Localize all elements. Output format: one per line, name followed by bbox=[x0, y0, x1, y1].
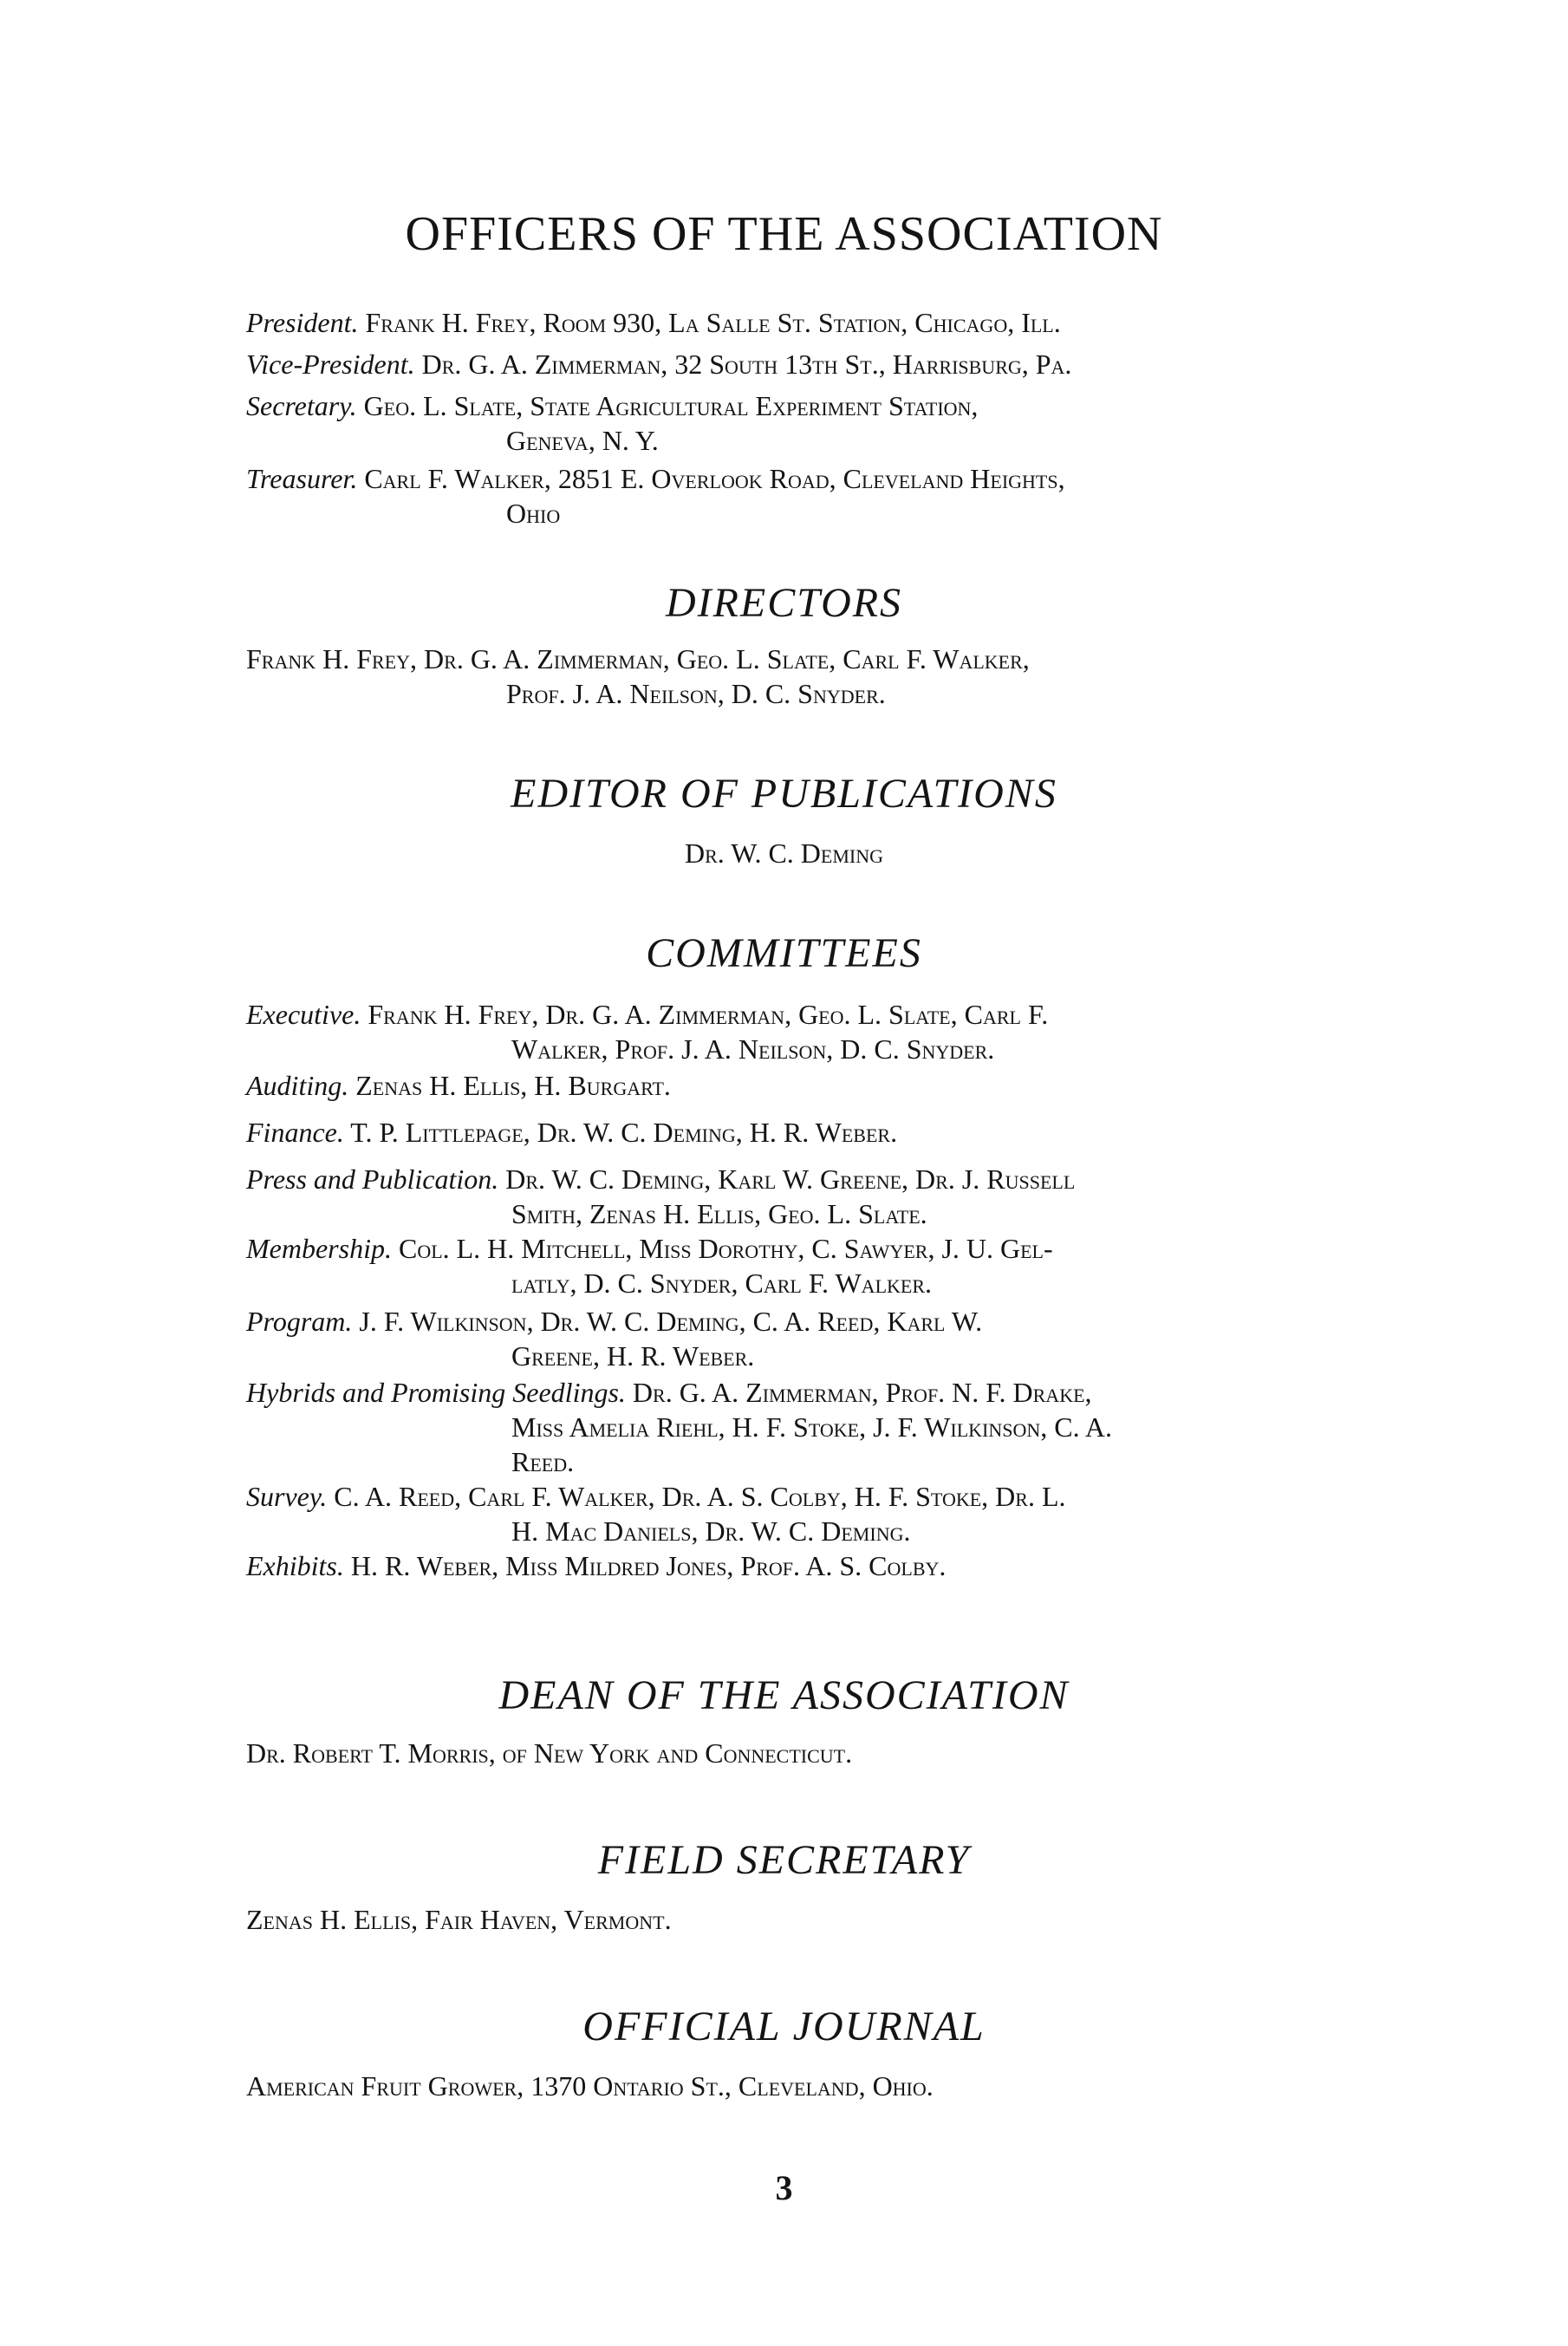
page-number: 3 bbox=[775, 2168, 793, 2207]
committee-members: J. F. Wilkinson, Dr. W. C. Deming, C. A. Reed, Karl W. bbox=[359, 1306, 983, 1337]
officer-treasurer bbox=[246, 461, 1425, 531]
committee-members-cont: Greene, H. R. Weber. bbox=[511, 1340, 755, 1372]
committee-label: Survey. bbox=[246, 1481, 328, 1512]
officer-value: Geo. L. Slate, State Agricultural Experiment Station, bbox=[363, 390, 979, 421]
committee-members-cont: H. Mac Daniels, Dr. W. C. Deming. bbox=[511, 1515, 911, 1547]
page-title: OFFICERS OF THE ASSOCIATION bbox=[405, 207, 1163, 261]
officer-label: Vice-President. bbox=[246, 349, 415, 380]
committee-label: Exhibits. bbox=[246, 1550, 344, 1581]
editor-name: Dr. W. C. Deming bbox=[684, 837, 884, 869]
committee-auditing bbox=[246, 1068, 1425, 1103]
dean-heading: DEAN OF THE ASSOCIATION bbox=[498, 1672, 1070, 1718]
committee-members: Dr. G. A. Zimmerman, Prof. N. F. Drake, bbox=[632, 1377, 1092, 1408]
officer-value-cont: Geneva, N. Y. bbox=[506, 425, 659, 456]
committee-program bbox=[246, 1304, 1425, 1373]
field-secretary-heading: FIELD SECRETARY bbox=[597, 1837, 971, 1883]
directors-list bbox=[246, 642, 1425, 711]
officer-value: Frank H. Frey, Room 930, La Salle St. Station, Chicago, Ill. bbox=[365, 307, 1061, 338]
committee-members-cont: Reed. bbox=[511, 1446, 575, 1477]
committee-label: Hybrids and Promising Seedlings. bbox=[246, 1377, 626, 1408]
committee-members: C. A. Reed, Carl F. Walker, Dr. A. S. Colby, H. F. Stoke, Dr. L. bbox=[334, 1481, 1066, 1512]
committee-members: H. R. Weber, Miss Mildred Jones, Prof. A. S. Colby. bbox=[350, 1550, 947, 1581]
dean-text: Dr. Robert T. Morris, of New York and Connecticut. bbox=[246, 1737, 853, 1769]
officer-label: Treasurer. bbox=[246, 463, 358, 494]
committees-heading: COMMITTEES bbox=[646, 930, 922, 976]
officer-vice-president bbox=[246, 347, 1425, 381]
committee-membership bbox=[246, 1231, 1425, 1300]
directors-line-cont: Prof. J. A. Neilson, D. C. Snyder. bbox=[506, 678, 886, 709]
committee-members: Dr. W. C. Deming, Karl W. Greene, Dr. J. Russell bbox=[505, 1163, 1076, 1195]
committee-members: Frank H. Frey, Dr. G. A. Zimmerman, Geo. L. Slate, Carl F. bbox=[368, 999, 1049, 1030]
committee-label: Membership. bbox=[246, 1233, 392, 1264]
officer-value: Dr. G. A. Zimmerman, 32 South 13th St., Harrisburg, Pa. bbox=[421, 349, 1072, 380]
committee-label: Finance. bbox=[246, 1117, 344, 1148]
committee-label: Auditing. bbox=[246, 1070, 349, 1101]
committee-label: Program. bbox=[246, 1306, 353, 1337]
committee-finance bbox=[246, 1115, 1425, 1150]
officer-label: President. bbox=[246, 307, 359, 338]
editor-heading: EDITOR OF PUBLICATIONS bbox=[511, 771, 1057, 817]
journal-heading: OFFICIAL JOURNAL bbox=[582, 2004, 986, 2049]
officer-president bbox=[246, 305, 1425, 340]
committee-survey bbox=[246, 1479, 1425, 1548]
committee-exhibits bbox=[246, 1548, 1425, 1583]
committee-members: Zenas H. Ellis, H. Burgart. bbox=[355, 1070, 671, 1101]
directors-heading: DIRECTORS bbox=[665, 580, 903, 626]
committee-label: Press and Publication. bbox=[246, 1163, 499, 1195]
officer-value: Carl F. Walker, 2851 E. Overlook Road, Cleveland Heights, bbox=[364, 463, 1065, 494]
committee-press-publication bbox=[246, 1162, 1425, 1231]
committee-members-cont: Smith, Zenas H. Ellis, Geo. L. Slate. bbox=[511, 1198, 927, 1229]
committee-executive bbox=[246, 997, 1425, 1066]
committee-members-cont: Miss Amelia Riehl, H. F. Stoke, J. F. Wilkinson, C. A. bbox=[511, 1411, 1112, 1443]
officer-label: Secretary. bbox=[246, 390, 357, 421]
committee-members-cont: latly, D. C. Snyder, Carl F. Walker. bbox=[511, 1267, 933, 1299]
committee-members-cont: Walker, Prof. J. A. Neilson, D. C. Snyder. bbox=[511, 1033, 995, 1065]
directors-line: Frank H. Frey, Dr. G. A. Zimmerman, Geo. L. Slate, Carl F. Walker, bbox=[246, 643, 1030, 674]
committee-members: Col. L. H. Mitchell, Miss Dorothy, C. Sawyer, J. U. Gel- bbox=[398, 1233, 1053, 1264]
officer-value-cont: Ohio bbox=[506, 498, 561, 529]
committee-hybrids-seedlings bbox=[246, 1375, 1425, 1479]
committee-members: T. P. Littlepage, Dr. W. C. Deming, H. R. Weber. bbox=[350, 1117, 898, 1148]
field-secretary-text: Zenas H. Ellis, Fair Haven, Vermont. bbox=[246, 1904, 672, 1935]
officer-secretary bbox=[246, 388, 1425, 458]
committee-label: Executive. bbox=[246, 999, 361, 1030]
journal-text: American Fruit Grower, 1370 Ontario St., Cleveland, Ohio. bbox=[246, 2070, 934, 2102]
